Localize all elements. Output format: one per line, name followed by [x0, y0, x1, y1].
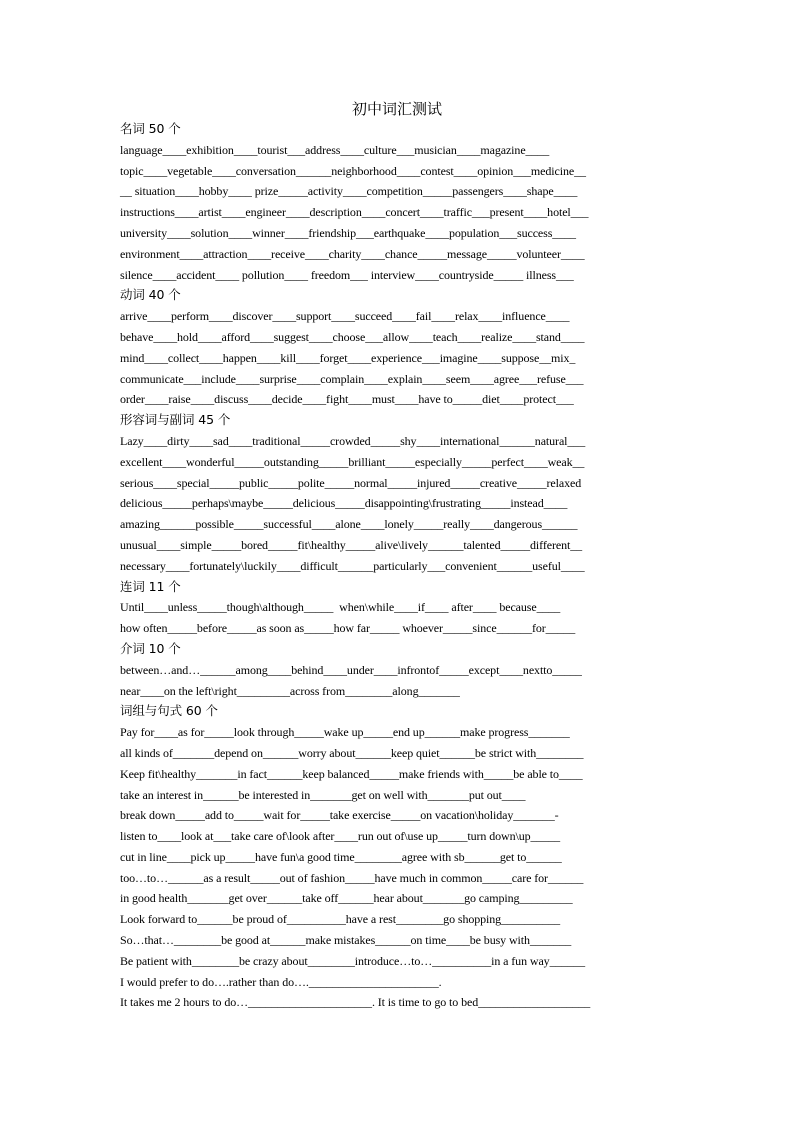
section: [120, 701, 680, 1013]
vocabulary-line: in good health_______get over______take off______hear about_______go camping_________: [120, 891, 573, 906]
vocabulary-line: arrive____perform____discover____support____succeed____fail____relax____influence____: [120, 309, 570, 324]
vocabulary-line: language____exhibition____tourist___address____culture___musician____magazine____: [120, 142, 550, 157]
vocabulary-line: silence____accident____ pollution____ freedom___ interview____countryside_____ illness___: [120, 267, 574, 282]
vocabulary-line: behave____hold____afford____suggest____choose___allow____teach____realize____stand____: [120, 329, 585, 344]
section-heading: 动词 40 个: [120, 287, 181, 303]
vocabulary-line: near____on the left\right_________across from________along_______: [120, 683, 460, 698]
vocabulary-line: Until____unless_____though\although_____ when\while____if____ after____ because____: [120, 600, 561, 615]
vocabulary-line: Keep fit\healthy_______in fact______keep balanced_____make friends with_____be able to____: [120, 766, 583, 781]
vocabulary-line: all kinds of_______depend on______worry about______keep quiet______be strict with________: [120, 745, 584, 760]
vocabulary-line: mind____collect____happen____kill____forget____experience___imagine____suppose__mix_: [120, 350, 576, 365]
vocabulary-line: It takes me 2 hours to do…_____________________. It is time to go to bed___________________: [120, 995, 591, 1010]
page-title: 初中词汇测试: [351, 100, 442, 118]
section: [120, 119, 680, 285]
vocabulary-line: take an interest in______be interested in_______get on well with_______put out____: [120, 787, 526, 802]
vocabulary-line: So…that…________be good at______make mistakes______on time____be busy with_______: [120, 933, 572, 948]
section: [120, 285, 680, 410]
vocabulary-line: break down_____add to_____wait for_____take exercise_____on vacation\holiday_______-: [120, 808, 559, 823]
vocabulary-line: how often_____before_____as soon as_____how far_____ whoever_____since______for_____: [120, 621, 576, 636]
section-heading: 介词 10 个: [120, 640, 181, 656]
section-heading: 形容词与副词 45 个: [120, 412, 231, 428]
vocabulary-line: communicate___include____surprise____complain____explain____seem____agree___refuse___: [120, 371, 584, 386]
test-content: [120, 119, 680, 1013]
vocabulary-line: serious____special_____public_____polite_____normal_____injured_____creative_____relaxed: [120, 475, 582, 490]
section: [120, 639, 680, 701]
section: [120, 577, 680, 639]
vocabulary-line: environment____attraction____receive____charity____chance_____message_____volunteer____: [120, 246, 585, 261]
section-heading: 名词 50 个: [120, 121, 181, 136]
vocabulary-line: cut in line____pick up_____have fun\a good time________agree with sb______get to______: [120, 849, 562, 864]
vocabulary-line: necessary____fortunately\luckily____difficult______particularly___convenient______useful____: [120, 558, 585, 573]
vocabulary-line: Pay for____as for_____look through_____wake up_____end up______make progress_______: [120, 725, 570, 740]
vocabulary-line: between…and…______among____behind____under____infrontof_____except____nextto_____: [120, 662, 582, 677]
vocabulary-line: too…to…______as a result_____out of fashion_____have much in common_____care for______: [120, 870, 584, 885]
vocabulary-line: __ situation____hobby____ prize_____activity____competition_____passengers____shape____: [120, 184, 578, 199]
vocabulary-line: I would prefer to do….rather than do….______________________.: [120, 974, 442, 989]
vocabulary-line: topic____vegetable____conversation______neighborhood____contest____opinion___medicine__: [120, 163, 586, 178]
section-heading: 连词 11 个: [120, 578, 181, 594]
vocabulary-line: Be patient with________be crazy about________introduce…to…__________in a fun way______: [120, 953, 585, 968]
vocabulary-line: Look forward to______be proud of__________have a rest________go shopping__________: [120, 912, 561, 927]
section-heading: 词组与句式 60 个: [120, 703, 218, 719]
section: [120, 410, 680, 576]
vocabulary-line: instructions____artist____engineer____description____concert____traffic___present____hotel___: [120, 205, 589, 220]
vocabulary-line: order____raise____discuss____decide____fight____must____have to_____diet____protect___: [120, 392, 574, 407]
vocabulary-line: delicious_____perhaps\maybe_____delicious_____disappointing\frustrating_____instead____: [120, 496, 568, 511]
vocabulary-line: Lazy____dirty____sad____traditional_____crowded_____shy____international______natural___: [120, 433, 586, 448]
vocabulary-line: unusual____simple_____bored_____fit\healthy_____alive\lively______talented_____different__: [120, 537, 583, 552]
vocabulary-line: amazing______possible_____successful____alone____lonely_____really____dangerous______: [120, 517, 578, 532]
vocabulary-line: excellent____wonderful_____outstanding_____brilliant_____especially_____perfect____weak__: [120, 454, 585, 469]
vocabulary-line: university____solution____winner____friendship___earthquake____population___success____: [120, 225, 576, 240]
vocabulary-line: listen to____look at___take care of\look after____run out of\use up_____turn down\up_____: [120, 829, 561, 844]
